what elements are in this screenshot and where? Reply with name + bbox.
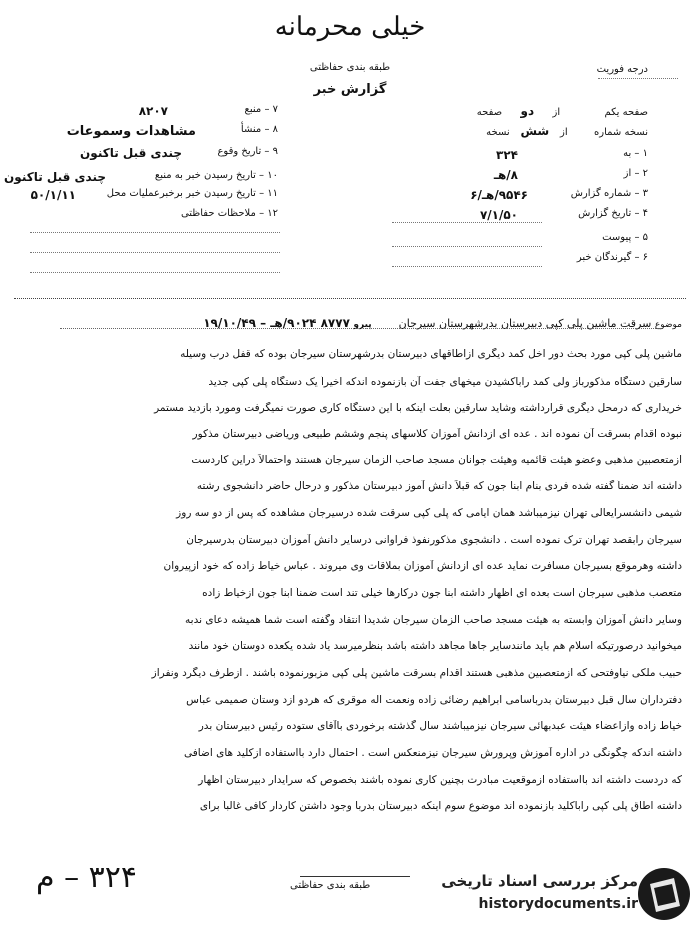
- body-line: که دردست داشته اند بااستفاده ازموقعیت مبادرت بچنین کاری نموده باشند بخصوص که سرایدار دبیرستان اظهار: [198, 774, 682, 786]
- left-row-10: ۱۰ – تاریخ رسیدن خبر به منبع چندی قبل تاکنون: [4, 170, 278, 184]
- footer-classification: طبقه بندی حفاظتی: [290, 880, 371, 891]
- body-line: داشته وهرموقع بسیرجان مسافرت نماید عده ای ازدانش آموزان بملاقات وی میروند . عباس خیاط زاده که خود ازپیروان: [163, 560, 682, 572]
- body-line: داشته اند ضمناً گفته شده فردی بنام ابنا جون که قبلاً دانش آموز دبیرستان مذکور و درحال حاضر دانشجوی رشته: [196, 480, 682, 492]
- priority-line: [598, 78, 678, 79]
- body-line: داشته اطاق پلی کپی راباکلید بازنموده اند موضوع سوم اینکه دبیرستان بدربا وجود داشتن کاردار کافی غالباً برای: [199, 800, 682, 812]
- right-row-5: ۵ – پیوست: [602, 232, 648, 243]
- document-title: خیلی محرمانه: [274, 12, 426, 42]
- report-title: گزارش خبر: [313, 82, 387, 97]
- right-row-3: ۳ – شماره گزارش ۹۵۴۶/هـ/۶: [470, 188, 648, 202]
- subject-ref-mark: پیرو: [353, 320, 372, 330]
- classification-label: طبقه بندی حفاظتی: [309, 62, 391, 73]
- body-line: دفترداران سال قبل دبیرستان بدرباسامی ابراهیم رضائی زاده ونعمت اله موقری که هردو ازد وستان صمیمی عباس: [186, 694, 682, 706]
- left-row-7: ۷ – منبع ۸۲۰۷: [138, 104, 278, 118]
- body-line: خیاط زاده وازاعضاء هیئت عبدبهائی سیرجان نیزمیباشند سال گذشته برخوردی باآقای ستوده رئیس دبیرستان بدر: [198, 720, 682, 732]
- left-row-11: ۱۱ – تاریخ رسیدن خبر برخبرعملیات محل ۵۰/۱/۱۱: [30, 188, 278, 202]
- copy-row: نسخه شماره از شش نسخه: [486, 124, 648, 138]
- right-row-4: ۴ – تاریخ گزارش ۷/۱/۵۰: [479, 208, 648, 222]
- right-row-1: ۱ – به ۳۲۴: [496, 148, 648, 162]
- body-line: متعصب مذهبی سیرجان است بعده ای اظهار داشته ابنا جون درکارها خیلی تند است ضمناً ابنا جون ازخیاط زاده: [202, 587, 682, 599]
- body-line: شیمی دانشسرایعالی تهران نیزمیباشد همان ایامی که پلی کپی سرقت شده درسیرجان مشاهده که پس از دو سه روز: [176, 507, 682, 519]
- page-count: دو: [520, 104, 535, 118]
- right-row-2: ۲ – از ۸/هـ: [493, 168, 648, 182]
- archive-logo-icon: [636, 866, 692, 922]
- subject-row: موضوع سرقت ماشین پلی کپی دبیرستان بدرشهرستان سیرجان پیرو ۸۷۷۷ ۹۰۲۴/هـ – ۱۹/۱۰/۴۹: [203, 316, 682, 330]
- watermark-url: historydocuments.ir: [478, 896, 638, 912]
- priority-label: درجه فوریت: [596, 64, 648, 75]
- watermark-name: مرکز بررسی اسناد تاریخی: [441, 872, 638, 890]
- body-line: ماشین پلی کپی مورد بحث دور اخل کمد دیگری ازاطاقهای دبیرستان بدرشهرستان سیرجان بوده که قفل درب وسیله: [180, 348, 682, 360]
- body-line: میخوانید درصورتیکه اسلام هم باید مانندسایر جاها مجاهد داشته باشد بنظرمیرسد یاد شده یکعده دوستان خود مانند: [188, 640, 682, 652]
- body-line: سیرجان رابقصد تهران ترک نموده است . دانشجوی مذکورنفوذ فراوانی درسایر دانش آموزان دبیرستان بدرسیرجان: [186, 534, 682, 546]
- page-row: صفحه یکم از دو صفحه: [476, 104, 648, 118]
- body-line: ازمتعصبین مذهبی وعضو هیئت قائمیه وهیئت جوانان مسجد صاحب الزمان سیرجان هستند واحتمالاً دراین کاردست: [191, 454, 682, 466]
- left-row-9: ۹ – تاریخ وقوع چندی قبل تاکنون: [80, 146, 278, 160]
- body-line: داشته اندکه چگونگی در اداره آموزش وپرورش سیرجان نیزمنعکس است . احتمال دارد بااستفاده ازکلید های اضافی: [183, 747, 682, 759]
- body-line: خریداری که درمحل دیگری قرارداشته وشاید سارقین بعلت اینکه با این دستگاه کاری صورت نمیگرفت ومورد بازدید مستمر: [154, 402, 682, 414]
- left-row-12: ۱۲ – ملاحظات حفاظتی: [180, 208, 278, 219]
- copy-count: شش: [520, 124, 550, 138]
- body-line: وسایر دانش آموزان وابسته به هیئت مسجد صاحب الزمان سیرجان شدیداً انتقاد وگفته است شما همیشه دعای ندبه: [185, 614, 682, 626]
- body-line: نبوده اقدام بسرقت آن نموده اند . عده ای ازدانش آموزان کلاسهای پنجم وششم طبیعی وریاضی دبیرستان مذکور: [192, 428, 682, 440]
- body-line: سارقین دستگاه مذکورباز ولی کمد راباکشیدن میخهای جفت آن بازنموده اندکه اخیراً یک دستگاه پلی کپی جدید: [208, 376, 682, 388]
- right-row-6: ۶ – گیرندگان خبر: [576, 252, 648, 263]
- handwritten-number: ۳۲۴ – م: [36, 860, 137, 895]
- body-line: حبیب ملکی نیاوفتحی که ازمتعصبین مذهبی هستند اقدام بسرقت ماشین پلی کپی مزبورنموده باشند . ازطرف دیگرد ونفراز: [151, 667, 682, 679]
- left-row-8: ۸ – منشأ مشاهدات وسموعات: [66, 124, 278, 139]
- subject-text: سرقت ماشین پلی کپی دبیرستان بدرشهرستان سیرجان: [398, 317, 652, 330]
- subject-ref: ۸۷۷۷ ۹۰۲۴/هـ – ۱۹/۱۰/۴۹: [203, 316, 350, 330]
